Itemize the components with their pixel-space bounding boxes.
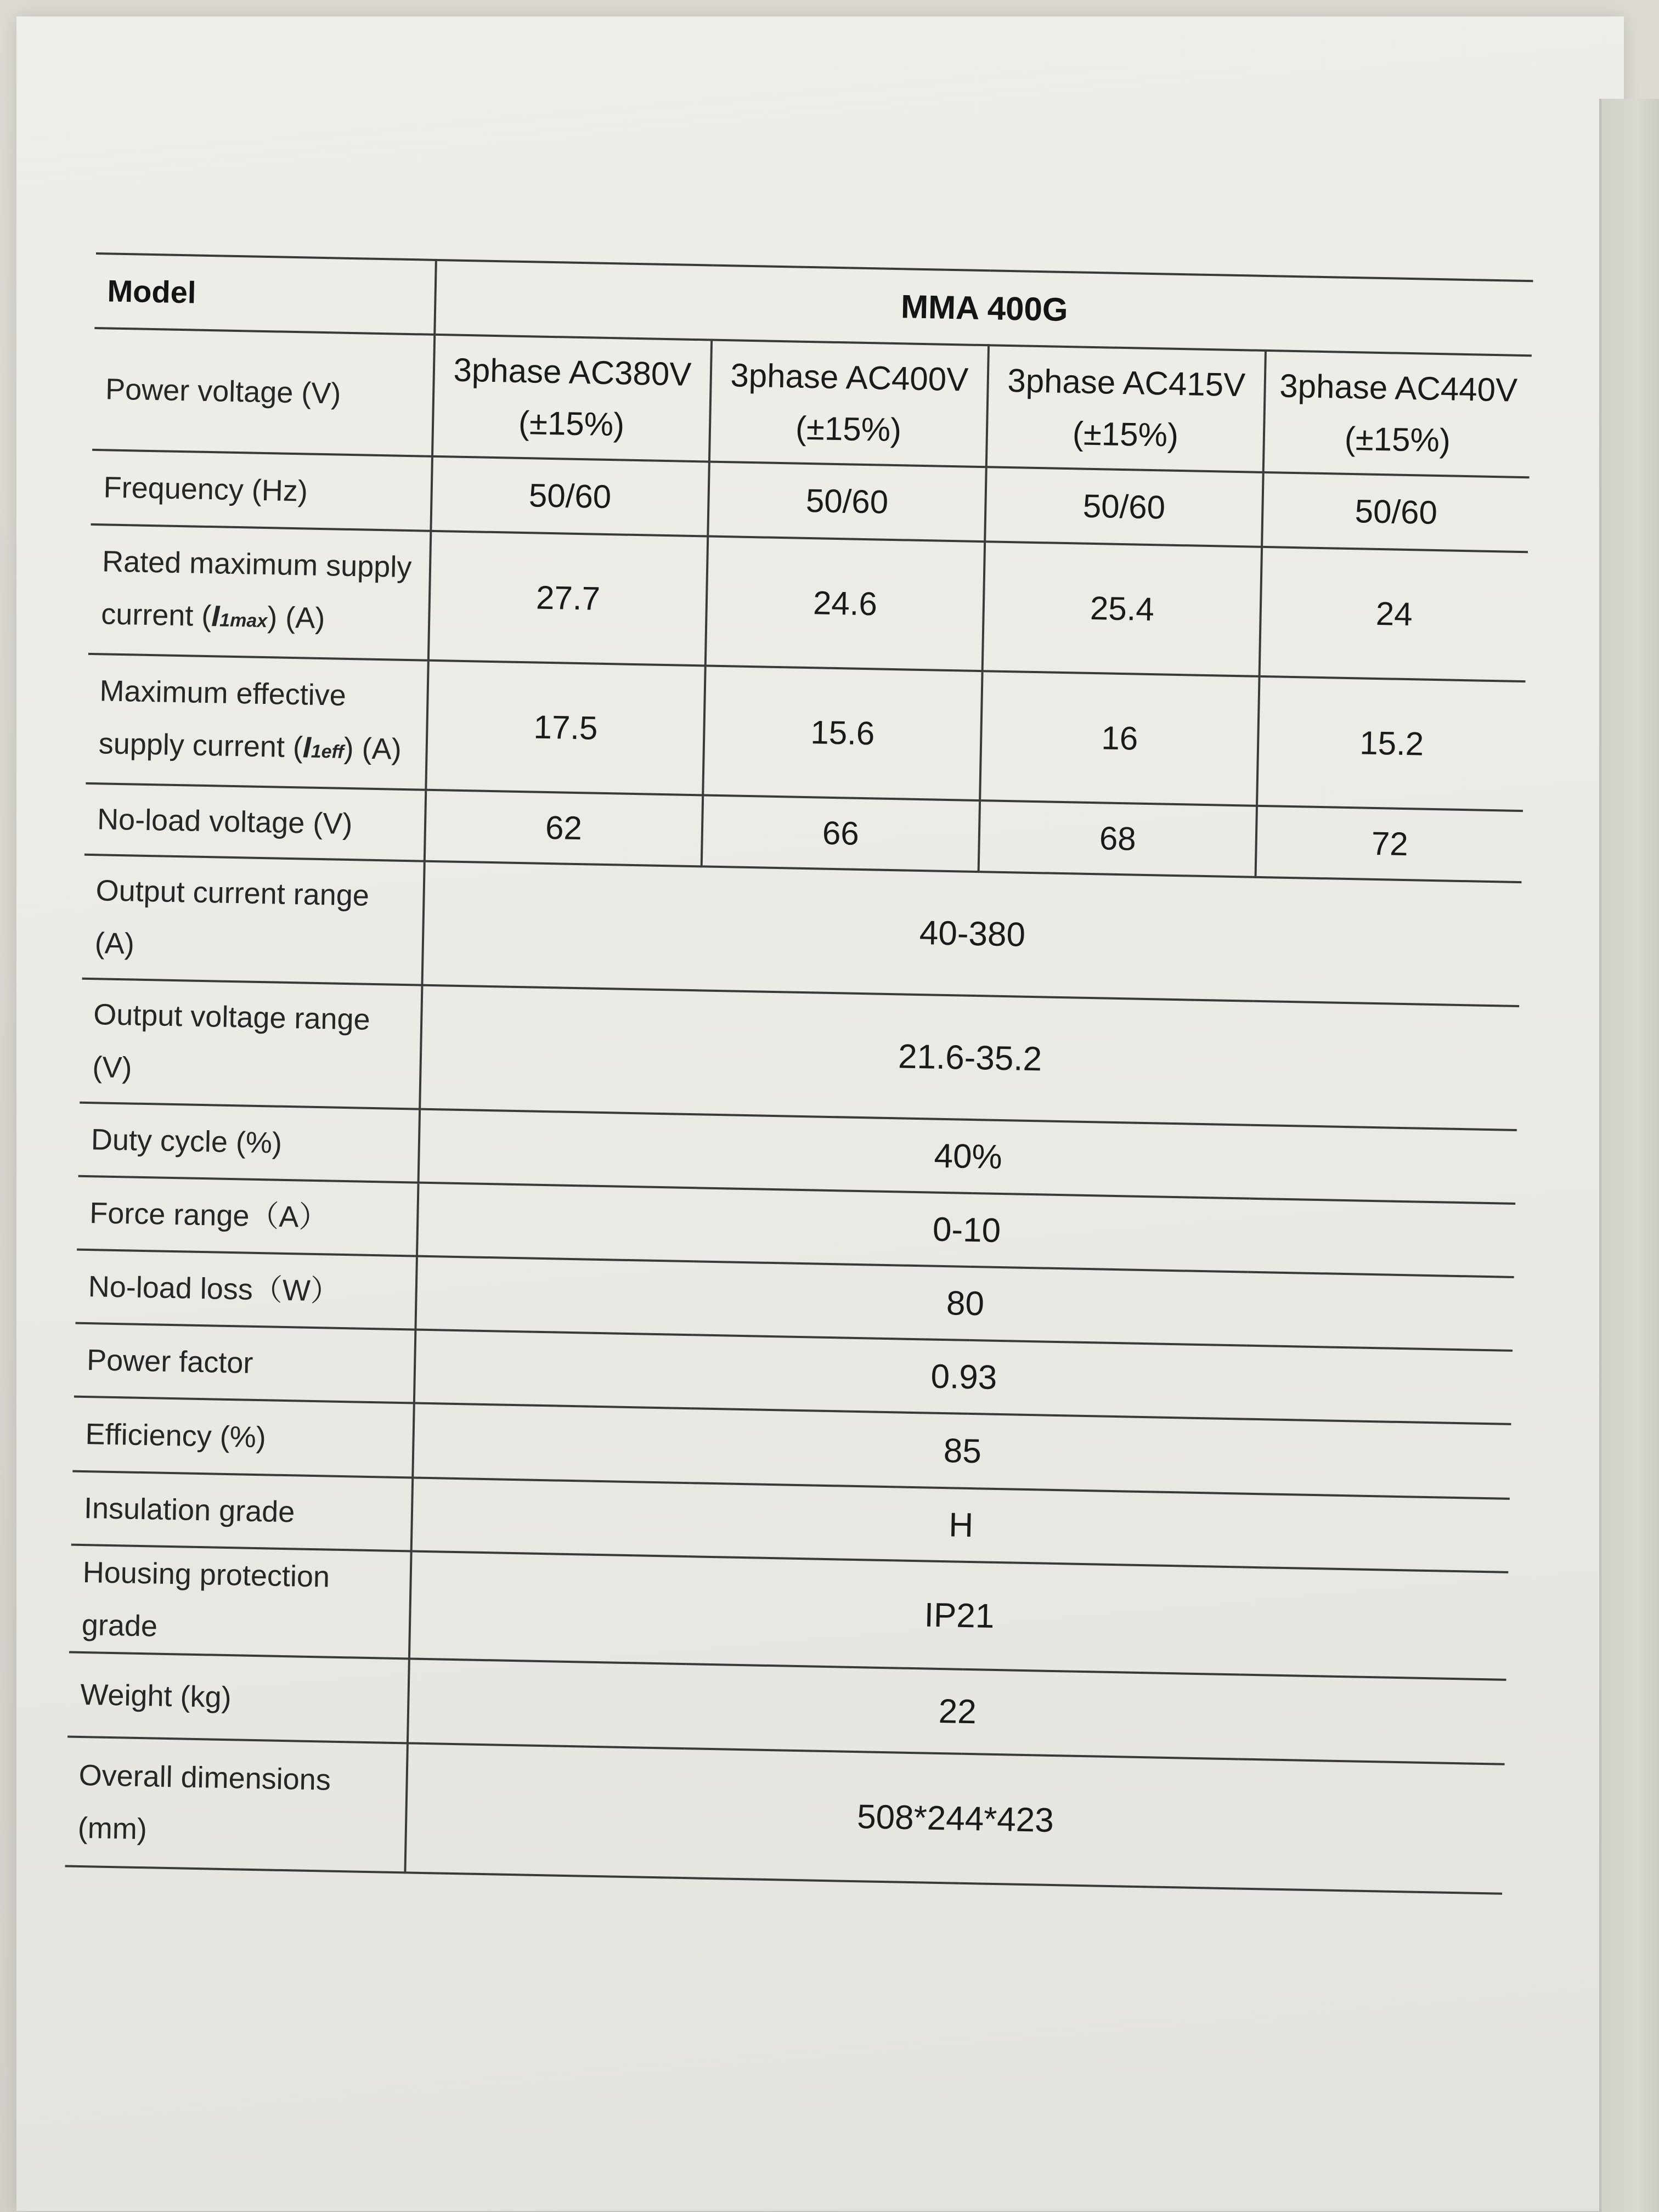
output-current-label-line1: Output current range <box>95 874 370 912</box>
rated-supply-label-pre: current ( <box>100 597 212 633</box>
no-load-loss-value: 80 <box>415 1256 1514 1351</box>
voltage-380-line1: 3phase AC380V <box>453 351 692 393</box>
weight-label: Weight (kg) <box>67 1652 409 1743</box>
effective-supply-label-pre: supply current ( <box>98 726 303 764</box>
dimensions-value: 508*244*423 <box>405 1743 1504 1893</box>
output-current-label-line2: (A) <box>94 927 135 961</box>
output-voltage-label-line2: (V) <box>92 1051 133 1085</box>
efficiency-value: 85 <box>413 1403 1511 1499</box>
insulation-label: Insulation grade <box>71 1471 413 1551</box>
voltage-440-line1: 3phase AC440V <box>1279 367 1518 409</box>
rated-supply-symbol: I <box>211 599 220 633</box>
output-voltage-label <box>80 979 422 1109</box>
output-current-label <box>82 855 425 985</box>
force-range-label: Force range（A） <box>77 1176 418 1256</box>
rated-supply-value: 24.6 <box>706 537 985 672</box>
effective-supply-value: 17.5 <box>426 661 705 795</box>
frequency-value: 50/60 <box>431 456 709 537</box>
force-range-value: 0-10 <box>417 1183 1515 1277</box>
specifications-table <box>65 252 1533 1895</box>
housing-value: IP21 <box>409 1551 1508 1679</box>
voltage-cell-440 <box>1263 351 1532 477</box>
rated-supply-label-post: ) (A) <box>267 600 325 635</box>
no-load-voltage-value: 72 <box>1256 806 1523 882</box>
weight-value: 22 <box>408 1658 1506 1764</box>
duty-cycle-label: Duty cycle (%) <box>78 1103 420 1183</box>
rated-supply-value: 25.4 <box>983 541 1262 676</box>
rated-supply-label <box>88 524 431 661</box>
effective-supply-symbol-sub: 1eff <box>311 741 345 763</box>
rated-supply-symbol-sub: 1max <box>219 609 268 631</box>
no-load-voltage-value: 62 <box>425 790 703 867</box>
power-factor-label: Power factor <box>74 1323 415 1403</box>
voltage-380-line2: (±15%) <box>518 404 625 443</box>
effective-supply-value: 16 <box>980 671 1259 806</box>
dimensions-label <box>65 1737 408 1873</box>
power-voltage-label: Power voltage (V) <box>92 328 435 456</box>
effective-supply-label-post: ) (A) <box>343 731 402 766</box>
output-voltage-label-line1: Output voltage range <box>93 998 371 1036</box>
power-factor-value: 0.93 <box>414 1330 1513 1424</box>
no-load-loss-label: No-load loss（W） <box>76 1250 417 1330</box>
rated-supply-value: 24 <box>1260 547 1528 681</box>
dimensions-label-line1: Overall dimensions <box>78 1758 331 1797</box>
frequency-value: 50/60 <box>708 462 986 542</box>
effective-supply-value: 15.2 <box>1257 676 1525 811</box>
voltage-cell-415 <box>986 345 1266 472</box>
rated-supply-label-line1: Rated maximum supply <box>101 544 412 584</box>
housing-label-line1: Housing protection <box>82 1555 330 1594</box>
rated-supply-value: 27.7 <box>428 531 708 666</box>
voltage-415-line1: 3phase AC415V <box>1007 362 1246 404</box>
duty-cycle-value: 40% <box>419 1109 1517 1204</box>
effective-supply-value: 15.6 <box>703 665 982 800</box>
frequency-value: 50/60 <box>1262 472 1530 552</box>
housing-label <box>69 1545 411 1659</box>
spec-sheet <box>65 252 1533 1895</box>
model-label: Model <box>94 253 436 335</box>
voltage-400-line2: (±15%) <box>795 409 902 449</box>
table-row-dimensions <box>65 1737 1505 1894</box>
model-name: MMA 400G <box>435 260 1533 356</box>
efficiency-label: Efficiency (%) <box>72 1397 414 1478</box>
no-load-voltage-value: 66 <box>702 795 980 872</box>
voltage-cell-380 <box>432 335 712 462</box>
no-load-voltage-label: No-load voltage (V) <box>84 783 426 861</box>
no-load-voltage-value: 68 <box>979 800 1257 877</box>
next-page-edge <box>1599 99 1659 2212</box>
frequency-value: 50/60 <box>985 467 1263 547</box>
effective-supply-label <box>86 654 428 790</box>
voltage-415-line2: (±15%) <box>1072 415 1179 454</box>
housing-label-line2: grade <box>81 1608 158 1643</box>
effective-supply-label-line1: Maximum effective <box>99 674 347 712</box>
effective-supply-symbol: I <box>302 730 312 764</box>
frequency-label: Frequency (Hz) <box>91 450 432 531</box>
output-current-value: 40-380 <box>422 861 1521 1006</box>
insulation-value: H <box>411 1477 1510 1572</box>
output-voltage-value: 21.6-35.2 <box>420 985 1519 1130</box>
dimensions-label-line2: (mm) <box>77 1811 148 1846</box>
voltage-400-line1: 3phase AC400V <box>730 357 969 398</box>
voltage-cell-400 <box>709 340 989 467</box>
voltage-440-line2: (±15%) <box>1344 420 1451 459</box>
